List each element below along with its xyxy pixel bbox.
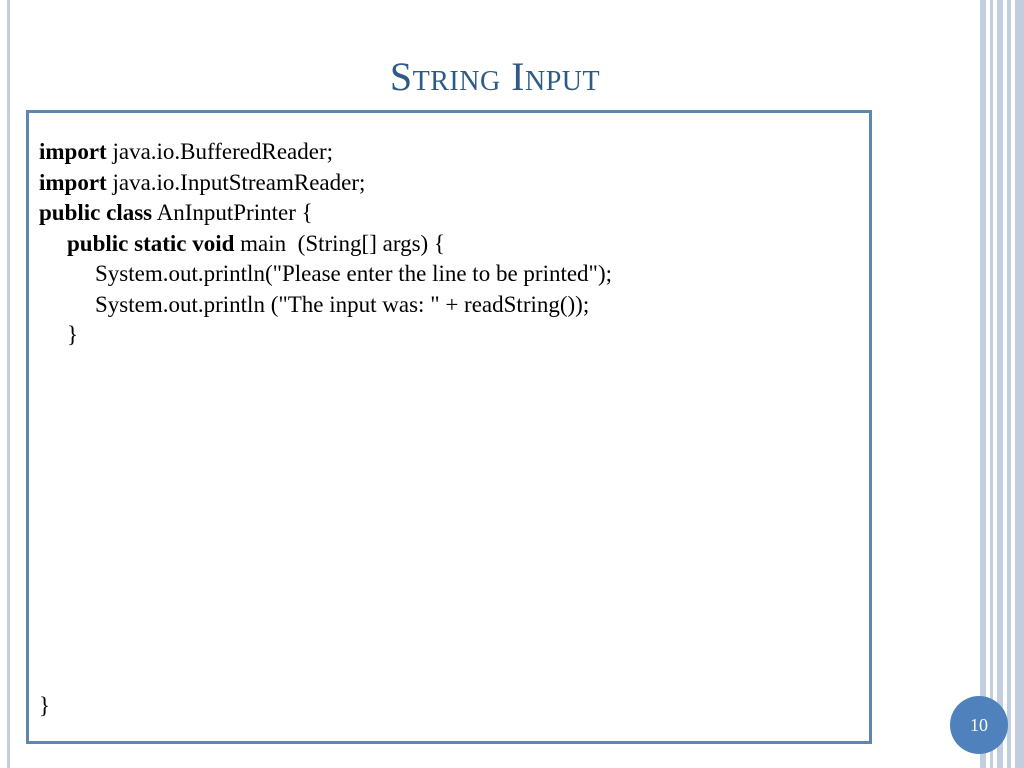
code-text: main (String[] args) {: [234, 230, 445, 256]
page-number-badge: 10: [950, 696, 1008, 754]
right-decorative-stripe: [990, 0, 993, 768]
code-box: [26, 110, 872, 744]
code-line: [39, 137, 612, 168]
code-text: }: [67, 322, 79, 347]
code-keyword: import: [39, 139, 107, 164]
code-keyword: import: [39, 169, 107, 195]
code-block: [39, 137, 612, 351]
right-decorative-stripe: [1007, 0, 1011, 768]
code-text: java.io.BufferedReader;: [106, 139, 334, 164]
code-closing-brace: }: [39, 693, 51, 718]
code-line: [39, 198, 612, 229]
code-keyword: public class: [39, 200, 153, 225]
code-line: [39, 259, 612, 290]
code-text: System.out.println("Please enter the line to be printed");: [95, 261, 612, 286]
code-line: [39, 229, 612, 260]
code-text: AnInputPrinter {: [152, 200, 313, 225]
right-decorative-stripe: [1015, 0, 1024, 768]
left-decorative-stripe: [7, 0, 10, 768]
code-text: System.out.println ("The input was: " + readString());: [95, 291, 590, 317]
code-line: [39, 168, 612, 199]
code-keyword: public static void: [67, 230, 235, 256]
code-line: [39, 290, 612, 321]
right-decorative-stripe: [980, 0, 986, 768]
code-line: [39, 320, 612, 351]
code-text: java.io.InputStreamReader;: [106, 169, 366, 195]
right-decorative-stripe: [997, 0, 1003, 768]
slide-title: String Input: [389, 54, 601, 99]
